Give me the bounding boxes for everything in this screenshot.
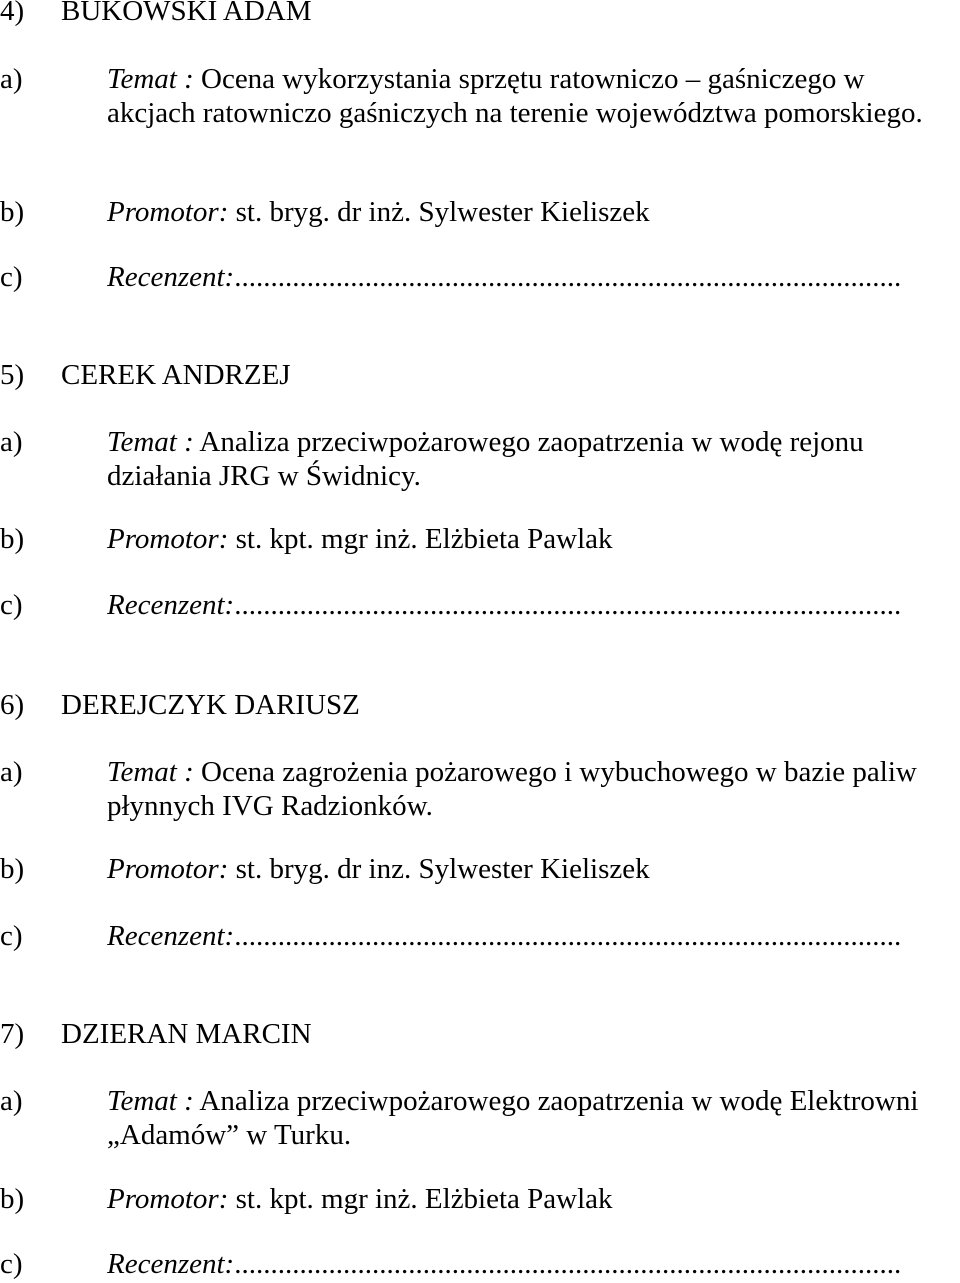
topic-label: Temat :	[107, 426, 194, 458]
promoter-label: Promotor:	[107, 523, 229, 555]
reviewer-label: Recenzent:	[107, 589, 235, 621]
reviewer-label: Recenzent:	[107, 920, 235, 952]
student-name: DZIERAN MARCIN	[61, 1018, 312, 1050]
student-name: BUKOWSKI ADAM	[61, 0, 312, 27]
item-letter: b)	[0, 1183, 25, 1215]
entry-number: 4)	[0, 0, 25, 27]
topic-label: Temat :	[107, 756, 194, 788]
item-letter: a)	[0, 63, 23, 95]
item-letter: c)	[0, 589, 23, 621]
item-letter: c)	[0, 1248, 23, 1280]
item-letter: b)	[0, 523, 25, 555]
promoter-label: Promotor:	[107, 853, 229, 885]
reviewer-label: Recenzent:	[107, 261, 235, 293]
topic-label: Temat :	[107, 63, 194, 95]
reviewer-dots: ............................................................................................	[234, 589, 902, 621]
item-letter: a)	[0, 756, 23, 788]
topic-text: Ocena zagrożenia pożarowego i wybuchowego w bazie paliw płynnych IVG Radzionków.	[107, 756, 917, 822]
reviewer-label: Recenzent:	[107, 1248, 235, 1280]
item-letter: c)	[0, 261, 23, 293]
promoter-text: st. bryg. dr inż. Sylwester Kieliszek	[235, 196, 650, 228]
item-letter: c)	[0, 920, 23, 952]
promoter-text: st. kpt. mgr inż. Elżbieta Pawlak	[235, 523, 613, 555]
topic-text: Analiza przeciwpożarowego zaopatrzenia w wodę Elektrowni „Adamów” w Turku.	[107, 1085, 919, 1151]
item-letter: b)	[0, 853, 25, 885]
promoter-text: st. kpt. mgr inż. Elżbieta Pawlak	[235, 1183, 613, 1215]
student-name: DEREJCZYK DARIUSZ	[61, 689, 360, 721]
reviewer-dots: ............................................................................................	[234, 1248, 902, 1280]
item-letter: a)	[0, 426, 23, 458]
entry-number: 7)	[0, 1018, 25, 1050]
student-name: CEREK ANDRZEJ	[61, 359, 291, 391]
topic-text: Ocena wykorzystania sprzętu ratowniczo – gaśniczego w akcjach ratowniczo gaśniczych na terenie województwa pomorskiego.	[107, 63, 923, 129]
topic-label: Temat :	[107, 1085, 194, 1117]
reviewer-dots: ............................................................................................	[234, 261, 902, 293]
item-letter: a)	[0, 1085, 23, 1117]
entry-number: 5)	[0, 359, 25, 391]
promoter-text: st. bryg. dr inz. Sylwester Kieliszek	[235, 853, 650, 885]
topic-text: Analiza przeciwpożarowego zaopatrzenia w wodę rejonu działania JRG w Świdnicy.	[107, 426, 864, 492]
promoter-label: Promotor:	[107, 196, 229, 228]
item-letter: b)	[0, 196, 25, 228]
entry-number: 6)	[0, 689, 25, 721]
promoter-label: Promotor:	[107, 1183, 229, 1215]
reviewer-dots: ............................................................................................	[234, 920, 902, 952]
